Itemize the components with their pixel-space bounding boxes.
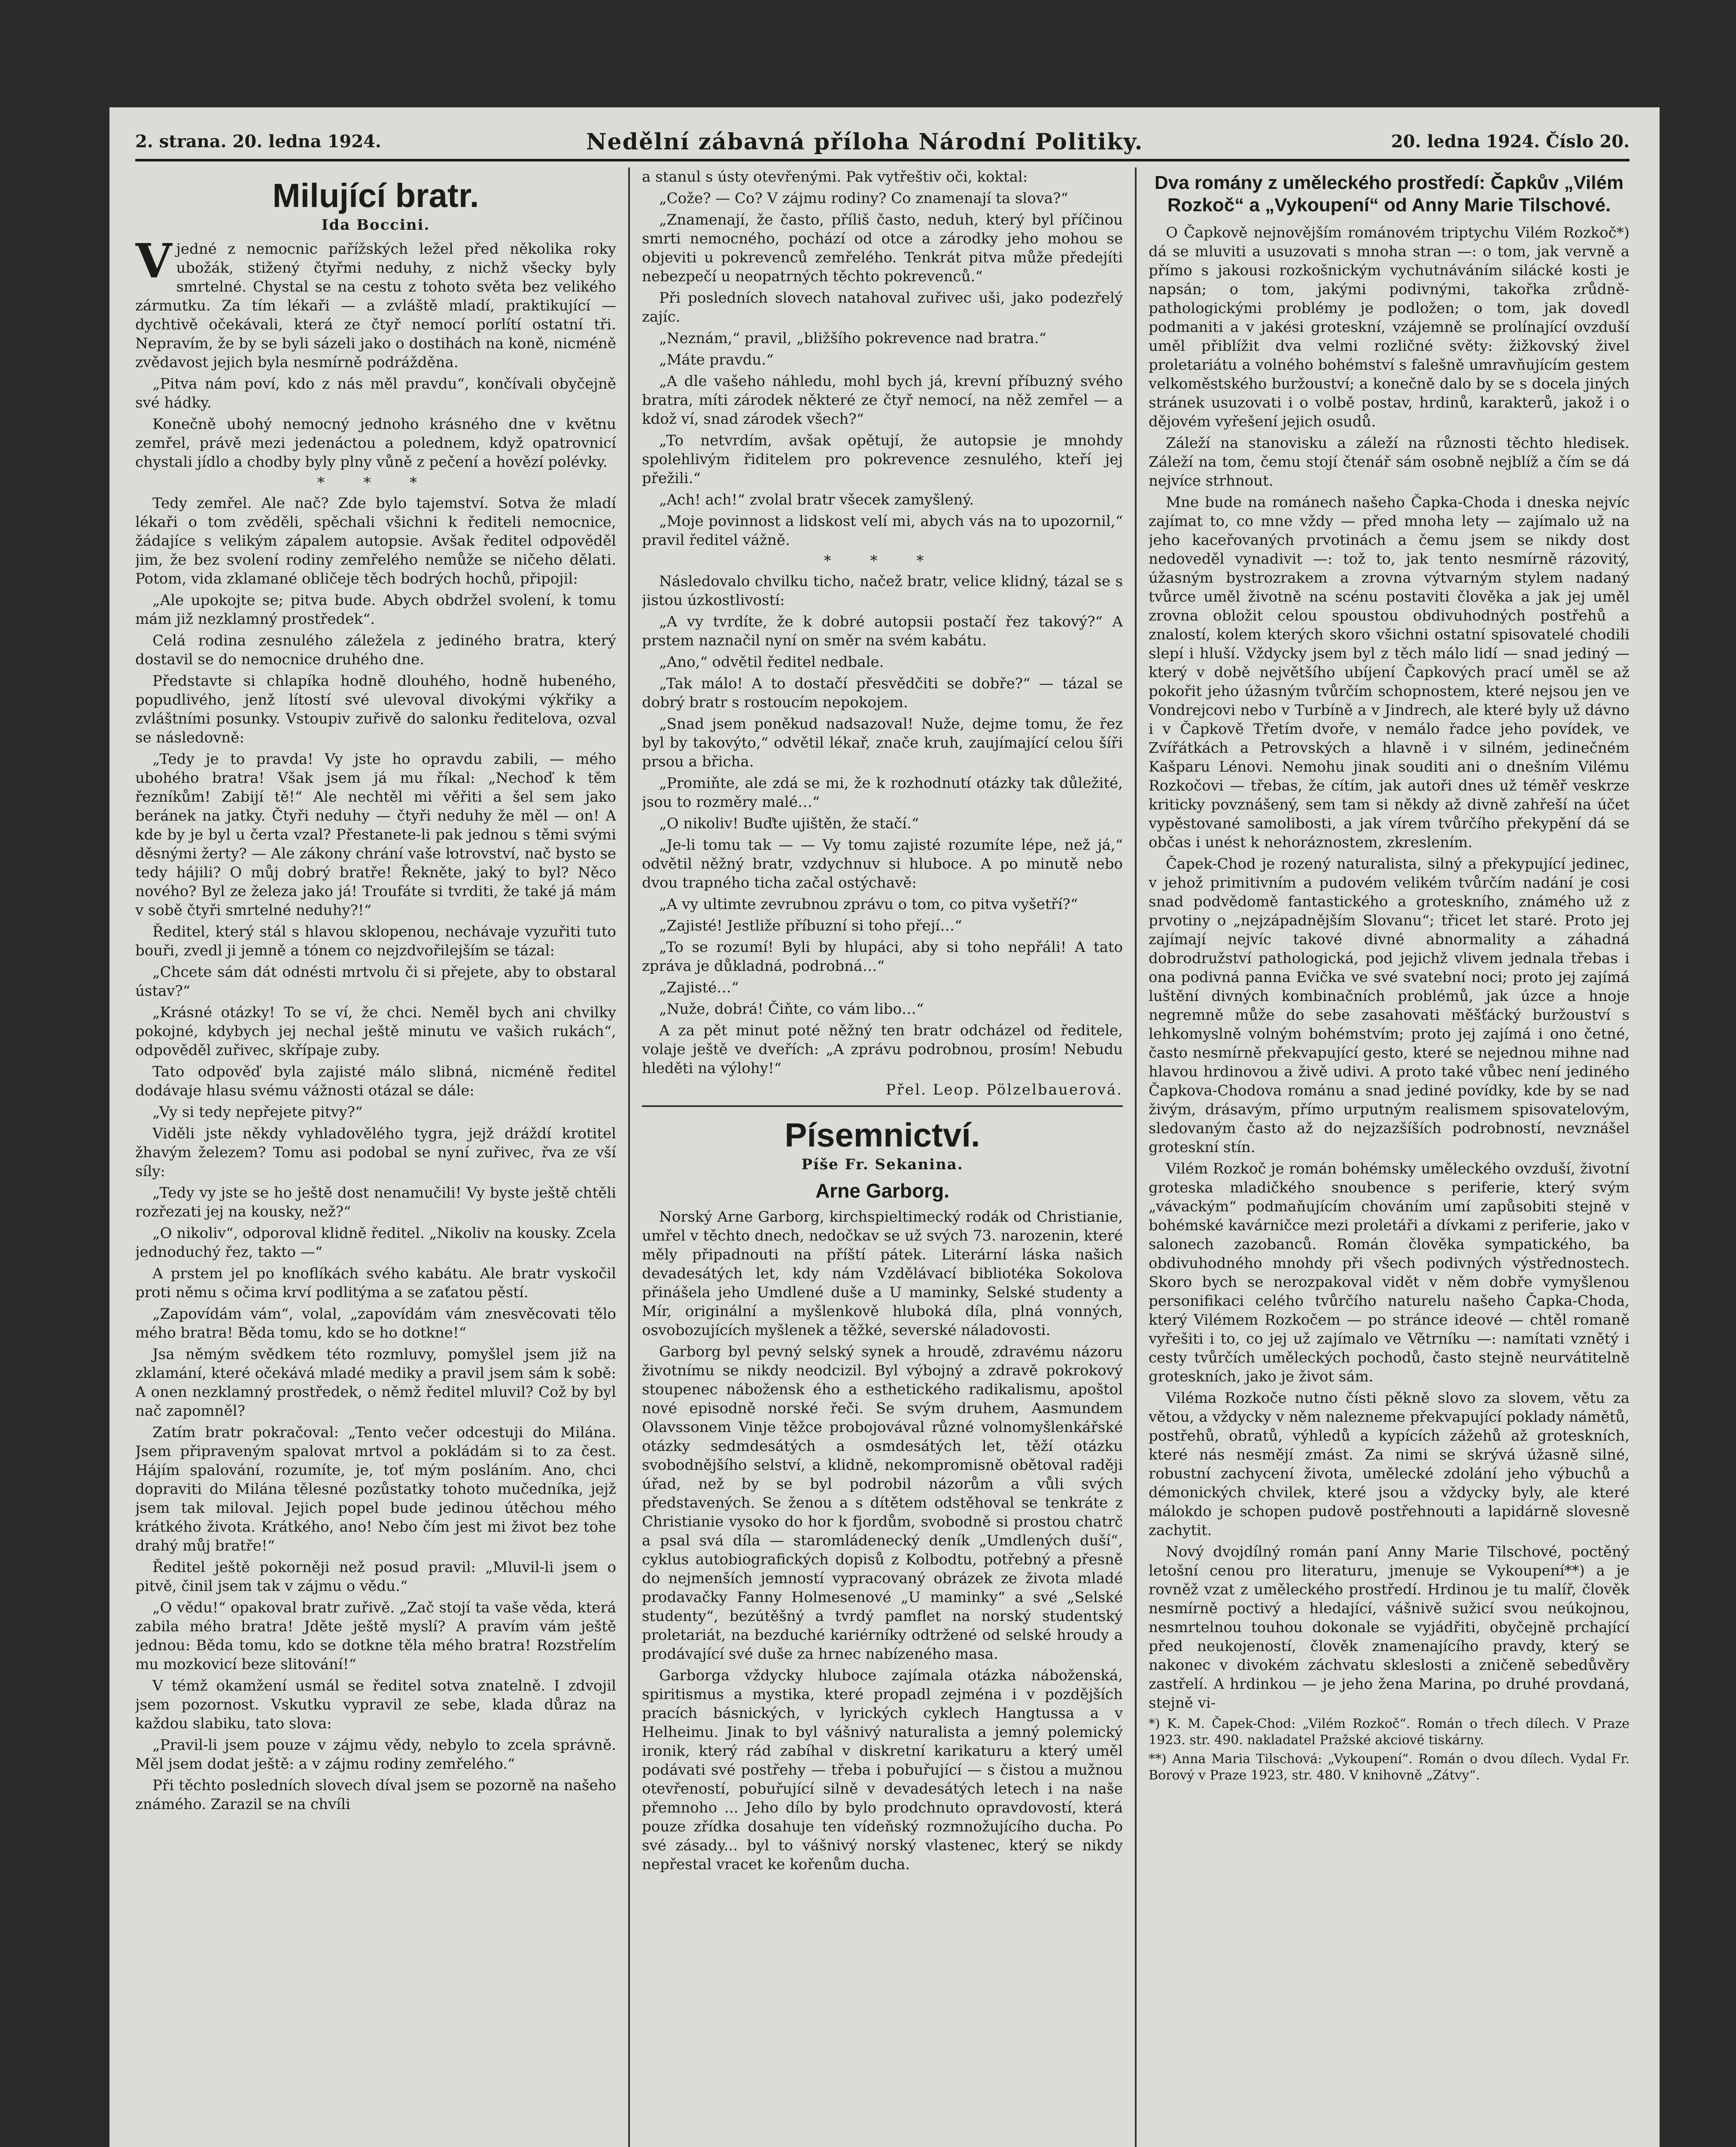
review-paragraph: Čapek-Chod je rozený naturalista, silný a překypující jedinec, v jehož primitivním a pudovém velikém tvůrčím nadání je cosi snad podvědomě fantastického a groteskního, známého už z prvotiny o „nejzápadnějším Slovanu“; třicet let staré. Proto jej zajímají nejvíc takové divné abnormality a záhadná dobrodružství pathologická, pod jejichž vlivem jednala třebas i ona podivná panna Evička ve své svatební noci; proto jej zajímá luštění divných kombinačních problémů, jak úzce a hnoje negremně může do sebe zasahovati měšťácký buržouství s lehkomyslně volným bohémstvím; proto jej zajímá i ono četné, často nesmírně překvapující gesto, které se nejednou mihne nad hlavou hrdinovou a živě udivi. A proto také vůbec není jediného Čapkova-Chodova románu a snad jediné povídky, kde by se nad živým, drásavým, přímo urputným realismem spisovatelovým, sledovaným často až do nejzazšíších podrobností, nevznášel groteskní stín. <box>1149 855 1630 1156</box>
header-right: 20. ledna 1924. Číslo 20. <box>1391 131 1630 152</box>
column-1 <box>135 167 616 2147</box>
review-paragraph: Viléma Rozkoče nutno čísti pěkně slovo za slovem, větu za větou, a vždycky v něm nalezneme překvapující poklady námětů, postřehů, obratů, výhledů a kypících zážehů až groteskních, které nás nesmějí zmást. Za nimi se skrývá úžasně silné, robustní zachycení života, umělecké zdolání jeho výbuchů a démonických chvilek, které jsou a vždycky byly, ale které málokdo je schopen pudově postřehnouti a lapidárně slovesně zachytit. <box>1149 1390 1630 1539</box>
story-paragraph: „Snad jsem poněkud nadsazoval! Nuže, dejme tomu, že řez byl by takovýto,“ odvětil lékař, znače kruh, zaujímající celou šíři prsou a břicha. <box>642 715 1123 770</box>
story-paragraph: Při těchto posledních slovech díval jsem se pozorně na našeho známého. Zarazil se na chvíli <box>135 1777 616 1813</box>
translator-signature: Přel. Leop. Pölzelbauerová. <box>885 1081 1123 1098</box>
story-paragraph: Vjedné z nemocnic pařížských ležel před několika roky ubožák, stižený čtyřmi neduhy, z nichž všecky byly smrtelné. Chystal se na cestu z tohoto světa bez velikého zármutku. Za tím lékaři — a zvláště mladí, praktikující — dychtivě očekávali, která ze čtyř nemocí porlítí ostatní tři. Nepravím, že by se byli sázeli jako o dostihách na koně, nicméně zvědavost jejich byla nesmírně podrážděna. <box>135 233 616 371</box>
story-paragraph: a stanul s ústy otevřenými. Pak vytřeštiv oči, koktal: <box>642 168 1028 186</box>
section-divider <box>642 1105 1123 1107</box>
story-paragraph: Celá rodina zesnulého záležela z jediného bratra, který dostavil se do nemocnice druhého dne. <box>135 632 616 668</box>
story-paragraph: A prstem jel po knoflíkách svého kabátu. Ale bratr vyskočil proti němu s očima krví podlitýma a se zaťatou pěstí. <box>135 1265 616 1301</box>
story-paragraph: „O nikoliv“, odporoval klidně ředitel. „Nikoliv na kousky. Zcela jednoduchý řez, takto —“ <box>135 1225 616 1261</box>
footnotes <box>1149 1716 1630 1784</box>
section-break-stars: * * * <box>824 552 941 569</box>
header-masthead: Nedělní zábavná příloha Národní Politiky. <box>586 129 1143 155</box>
review-paragraph: Nový dvojdílný román paní Anny Marie Tilschové, poctěný letošní cenou pro literaturu, jmenuje se Vykoupení**) a je rovněž vzat z uměleckého prostředí. Hrdinou je tu malíř, člověk nesmírně poctivý a hledající, vášnivě sužicí svou neúkojnou, nesmrtelnou touhou dokonale se vyjádřiti, obyčejně prchající před neukojeností, člověk znamenajícího pravdy, který se nakonec v divokém záchvatu skleslosti a zničeně sebedůvěry zastřelí. A hrdinkou — je jeho žena Marina, po druhé provdaná, stejně vi- <box>1149 1543 1630 1712</box>
story-paragraph: „Zajisté! Jestliže příbuzní si toho přejí…“ <box>659 917 962 934</box>
story-paragraph: Tato odpověď byla zajisté málo slibná, nicméně ředitel dodávaje hlasu svému vážnosti otázal se dále: <box>135 1063 616 1099</box>
page-header <box>135 129 1630 161</box>
story-paragraph: „Cože? — Co? V zájmu rodiny? Co znamenají ta slova?“ <box>659 190 1068 207</box>
story-paragraph: „Máte pravdu.“ <box>659 351 774 368</box>
story-paragraph: „Ano,“ odvětil ředitel nedbale. <box>659 654 884 671</box>
story-paragraph: „Neznám,“ pravil, „bližšího pokrevence nad bratra.“ <box>659 330 1047 347</box>
story-paragraph: Ředitel ještě pokorněji než posud pravil: „Mluvil-li jsem o pitvě, činil jsem tak v zájmu o vědu.“ <box>135 1559 616 1595</box>
story-paragraph: Zatím bratr pokračoval: „Tento večer odcestuji do Milána. Jsem připraveným spalovat mrtvol a pokládám si to za čest. Hájím spalování, rozumíte, je, toť mým posláním. Ano, chci dopraviti do Milána tělesné pozůstatky tohoto mučedníka, jejž jsem tak miloval. Jejich popel bude jedinou útěchou mého krátkého života. Krátkého, ano! Nebo čím jest mi život bez tohe drahý můj bratře!“ <box>135 1424 616 1554</box>
story-paragraph: „Zajisté…“ <box>659 979 739 996</box>
literature-paragraph: Garborga vždycky hluboce zajímala otázka náboženská, spiritismus a mystika, které propadl zejména i v pozdějších pracích básnických, v lyrických cyklech Hangtussa a v Helheimu. Jinak to byl vášnivý naturalista a jemný polemický ironik, který rád zabíhal v diskretní karikaturu a který uměl podávati své postřehy — třeba i pobuřující — s čistou a mužnou otevřeností, pobuřující silně v devadesátých letech i na naše přemnoho ... Jeho dílo by bylo prodchnuto opravdovostí, která pouze zřídka dosahuje ten vídeňský rozmnožujícího ducha. Po své zásady... byl to vášnivý norský vlastenec, který se nikdy nepřestal vracet ke kořenům ducha. <box>642 1667 1123 1873</box>
story-paragraph: Tedy zemřel. Ale nač? Zde bylo tajemství. Sotva že mladí lékaři o tom zvěděli, spěchali všichni k řediteli nemocnice, žádajíce s velikým zápalem autopsie. Avšak ředitel odpověděl jim, že bez svolení rodiny zemřelého nemůže se ničeho dělati. Potom, vida zklamané obličeje těch bodrých hochů, připojil: <box>135 495 616 587</box>
review-title: Dva romány z uměleckého prostředí: Čapkův „Vilém Rozkoč“ a „Vykoupení“ od Anny Marie Tilschové. <box>1154 172 1624 216</box>
story-paragraph: „Ale upokojte se; pitva bude. Abych obdržel svolení, k tomu mám již nezklamný prostředek“. <box>135 592 616 628</box>
story-paragraph: Konečně ubohý nemocný jednoho krásného dne v květnu zemřel, právě mezi jedenáctou a polednem, když opatrovnicí chystali jídlo a chodby byly plny vůně z pečení a hovězí polévky. <box>135 416 616 471</box>
story-paragraph: „Promiňte, ale zdá se mi, že k rozhodnutí otázky tak důležité, jsou to rozměry malé…“ <box>642 775 1123 811</box>
section-break-stars: * * * <box>317 474 435 491</box>
story-paragraph: „Nuže, dobrá! Čiňte, co vám libo…“ <box>659 1001 924 1018</box>
literature-paragraph: Garborg byl pevný selský synek a hroudě, zdravému názoru životnímu se nikdy neodcizil. Byl výbojný a zdravě pokrokový stoupenec nábožensk ého a esthetického radikalismu, apoštol nové episodně norské řeči. Se svým druhem, Aasmundem Olavssonem Vinje těžce probojovával různé volnomyšlenkářské otázky sedmdesátých a osmdesátých let, těží otázku svobodnějšího selství, a klidně, nekompromisně obětoval raději úřad, než by se byl podrobil názorům a vůli svých představených. Se ženou a s dítětem odstěhoval se tenkráte z Christianie vysoko do hor k fjordům, svobodně si prostou chatrč a psal svá díla — staromládenecký deník „Umdlených duší“, cyklus autobiografických dopisů z Kolbodtu, potřebný a přesně do nejmenších jemností vypracovaný obrázek ze života mladé prodavačky Fanny Holmesenové „U maminky“ a své „Selské studenty“, bezútěšný a tvrdý pamflet na norský studentský proletariát, na bezduché kariérníky odtržené od selské hroudy a prodávající své duše za hrnec nabízeného masa. <box>642 1343 1123 1663</box>
story-paragraph: „Je-li tomu tak — — Vy tomu zajisté rozumíte lépe, než já,“ odvětil něžný bratr, vzdychnuv si hluboce. A po minutě nebo dvou trapného ticha začal ostýchavě: <box>642 836 1123 891</box>
column-3 <box>1149 167 1630 2147</box>
story-paragraph: Představte si chlapíka hodně dlouhého, hodně hubeného, popudlivého, jenž lítostí své ulevoval divokými výkřiky a zvláštními posunky. Vstoupiv zuřivě do salonku ředitelova, ozval se následovně: <box>135 672 616 746</box>
story-paragraph: „Ach! ach!“ zvolal bratr všecek zamyšlený. <box>659 491 974 508</box>
review-paragraph: Vilém Rozkoč je román bohémsky uměleckého ovzduší, životní groteska mladičkého snoubence s periferie, který svým „vávackým“ podmaňujícím chováním umí zapůsobiti stejně v bohémské kavárničce mezi proletáři a dívkami z periferie, jako v salonech zazobanců. Román člověka sympatického, ba obdivuhodného mnohdy při všech podivných výstřednostech. Skoro bych se nerozpakoval vidět v něm dobře vymyšlenou personifikaci celého tvůrčího naturelu našeho Čapka-Choda, který Vilémem Rozkočem — po stránce ideové — chtěl romaně vyřešiti i to, co jej už zajímalo ve Větrníku —: namítati vznětý i cesty tvůrčích uměleckých pochodů, často stejně neurvátitelně groteskních, jako je život sám. <box>1149 1160 1630 1385</box>
story-paragraph: „A vy ultimte zevrubnou zprávu o tom, co pitva vyšetří?“ <box>659 896 1078 913</box>
story-paragraph: „Tak málo! A to dostačí přesvědčiti se dobře?“ — tázal se dobrý bratr s rostoucím nepokojem. <box>642 675 1123 711</box>
story-paragraph: „Tedy vy jste se ho ještě dost nenamučili! Vy byste ještě chtěli rozřezati jej na kousky, než?“ <box>135 1184 616 1220</box>
story-paragraph: V témž okamžení usmál se ředitel sotva znatelně. I zdvojil jsem pozornost. Vskutku vypravil ze sebe, klada důraz na každou slabiku, tato slova: <box>135 1677 616 1732</box>
story-paragraph: „Tedy je to pravda! Vy jste ho opravdu zabili, — mého ubohého bratra! Však jsem já mu říkal: „Nechoď k těm řezníkům! Zabijí tě!“ Ale nechtěl mi věřiti a šel sem jako beránek na jatky. Čtyři neduhy — čtyři neduhy že měl — on! A kde by je byl u čerta vzal? Přestanete-li pak jednou s těmi svými děsnými žerty? — Ale zákony chrání vaše ŀotrovství, nač bysto se tedy hájili? O můj dobrý bratře! Řekněte, jaký to byl? Něco nového? Byl ze železa jako já! Troufáte si tvrditi, že také já mám v sobě čtyři smrtelné neduhy?!“ <box>135 751 616 919</box>
literature-author: Píše Fr. Sekanina. <box>801 1156 964 1173</box>
literature-paragraph: Norský Arne Garborg, kirchspieltimecký rodák od Christianie, umřel v těchto dnech, nedočkav se už svých 73. narozenin, které měly připadnouti na příští pátek. Literární láska našich devadesátých let, kdy nám Vzdělávací bibliotéka Sokolova přinášela jeho Umdlené duše a U maminky, Selské studenty a Mír, originální a myšlenkově hluboká díla, plná vonných, osvobozujících myšlenek a těžké, severské náladovosti. <box>642 1208 1123 1339</box>
story-paragraph: „Vy si tedy nepřejete pitvy?“ <box>152 1104 363 1121</box>
story-paragraph: „To netvrdím, avšak opětují, že autopsie je mnohdy spolehlivým řiditelem pro pokrevence zesnulého, kteří jej přežili.“ <box>642 432 1123 487</box>
story-author: Ida Boccini. <box>321 216 430 234</box>
story-paragraph: „Moje povinnost a lidskost velí mi, abych vás na to upozornil,“ pravil ředitel vážně. <box>642 513 1123 549</box>
story-paragraph: „Znamenají, že často, příliš často, neduh, který byl příčinou smrti nemocného, pochází od otce a zárodky jeho mohou se objeviti u pokrevenců zemřelého. Tenkrát pitva může předejíti nebezpečí u neopatrných těchto pokrevenců.“ <box>642 211 1123 285</box>
literature-title: Písemnictví. <box>784 1116 980 1154</box>
column-divider <box>1135 167 1137 2147</box>
story-paragraph: „A vy tvrdíte, že k dobré autopsii postačí řez takový?“ A prstem naznačil nyní on směr na svém kabátu. <box>642 613 1123 649</box>
review-paragraph: Mne bude na románech našeho Čapka-Choda i dneska nejvíc zajímat to, co mne vždy — před mnoha lety — zajímalo už na jeho kaceřovaných prvotinách a čemu jsem se nikdy dost nedoveděl vynadivit —: tož to, jak tento nesmírně rázovitý, úžasným bystrozrakem a zrovna výtvarným stylem nadaný tvůrce uměl životně na scénu postaviti člověka a jak jej uměl zrovna obložit celou spoustou obdivuhodných postřehů a znalostí, kolem kterých skoro všichni ostatní spisovatelé chodili slepí i hluší. Vždycky jsem byl z těch málo lidí — snad jediný — který v době největšího ubíjení Čapkových prací uměl se až pokořit jeho úžasným tvůrčím schopnostem, které nejsou jen ve Vondrejcovi nebo v Turbíně a v Jindrech, ale které byly už dávno i v Čapkově Třetím dvoře, v nemálo řadce jeho povídek, ve Zvířátkách a Petrovských a hlavně i v silném, jedinečném Kašparu Lénovi. Nemohu jinak souditi ani o dnešním Vilému Rozkočovi — třebas, že cítím, jak autoři dnes už téměř veskrze kriticky povznášený, sem tam si někdy až divně zahřeší na účet vypěstované samolibosti, a jak vírem tvůrčího překypění dá se občas i unést k nehoráznostem, zkreslením. <box>1149 494 1630 851</box>
story-paragraph: Jsa němým svědkem této rozmluvy, pomyšlel jsem již na zklamání, které očekává mladé mediky a pravil jsem sám k sobě: A onen nezklamný prostředek, o němž ředitel mluvil? Což by byl nač zapomněl? <box>135 1346 616 1420</box>
story-paragraph: Ředitel, který stál s hlavou sklopenou, nechávaje vyzuřiti tuto bouři, zvedl ji jemně a tónem co nejzdvořilejším se tázal: <box>135 923 616 959</box>
story-title: Milující bratr. <box>272 176 479 214</box>
story-paragraph: Viděli jste někdy vyhladovělého tygra, jejž dráždí krotitel žhavým železem? Tomu asi podobal se nyní zuřivec, řva ze vší síly: <box>135 1125 616 1180</box>
story-paragraph: A za pět minut poté něžný ten bratr odcházel od ředitele, volaje ještě ve dveřích: „A zprávu podrobnou, prosím! Nebudu hleděti na výlohy!“ <box>642 1022 1123 1077</box>
footnote: *) K. M. Čapek-Chod: „Vilém Rozkoč“. Román o třech dílech. V Praze 1923. str. 490. nakladatel Pražské akciové tiskárny. <box>1149 1716 1630 1748</box>
story-paragraph: „To se rozumí! Byli by hlupáci, aby si toho nepřáli! A tato zpráva je důkladná, podrobná…“ <box>642 939 1123 975</box>
story-paragraph: „O vědu!“ opakoval bratr zuřivě. „Zač stojí ta vaše věda, která zabila mého bratra! Jděte ještě myslí? A pravím vám ještě jednou: Běda tomu, kdo se dotkne těla mého bratra! Rozstřelím mu mozkovicí beze slitování!“ <box>135 1599 616 1673</box>
newspaper-page <box>109 107 1660 2147</box>
column-divider <box>628 167 630 2147</box>
header-left: 2. strana. 20. ledna 1924. <box>135 131 381 152</box>
story-paragraph: Následovalo chvilku ticho, načež bratr, velice klidný, tázal se s jistou úzkostlivostí: <box>642 573 1123 609</box>
story-paragraph: „Pitva nám poví, kdo z nás měl pravdu“, končívali obyčejně své hádky. <box>135 375 616 411</box>
story-paragraph: „Zapovídám vám“, volal, „zapovídám vám znesvěcovati tělo mého bratra! Běda tomu, kdo se ho dotkne!“ <box>135 1305 616 1341</box>
story-paragraph: „Chcete sám dát odnésti mrtvolu či si přejete, aby to obstaral ústav?“ <box>135 964 616 1000</box>
story-paragraph: Při posledních slovech natahoval zuřivec uši, jako podezřelý zajíc. <box>642 289 1123 325</box>
review-paragraph: O Čapkově nejnovějším románovém triptychu Vilém Rozkoč*) dá se mluviti a usuzovati s mnoha stran —: o tom, jak vervně a přímo s jakousi rozkošnickým vychutnáváním silácké kosti je napsán; o tom, jakými podivnými, takořka zrůdně-pathologickými problémy je podložen; o tom, jak dovedl podmaniti a v jakési groteskní, vzájemně se prolínající ovzduší uměl přiblížit dva velmi rozličné světy: žižkovský živel proletariátu a volného bohémství s falešně umravňujícím gestem velkoměstského buržouství; a konečně dalo by se s docela jiných stránek usuzovati i o volbě postav, hrdinů, karakterů, jakož i o dějovém vyřešení jejich osudů. <box>1149 224 1630 430</box>
literature-subtitle: Arne Garborg. <box>815 1180 949 1202</box>
story-paragraph: „O nikoliv! Buďte ujištěn, že stačí.“ <box>659 815 919 832</box>
story-paragraph: „A dle vašeho náhledu, mohl bych já, krevní příbuzný svého bratra, míti zárodek některé ze čtyř nemocí, na něž zemřel — a kdož ví, snad zárodek všech?“ <box>642 373 1123 428</box>
footnote: **) Anna Maria Tilschová: „Vykoupení“. Román o dvou dílech. Vydal Fr. Borový v Praze 1923, str. 480. V knihovně „Zátvy“. <box>1149 1752 1630 1783</box>
column-2 <box>642 167 1123 2147</box>
review-paragraph: Záleží na stanovisku a záleží na různosti těchto hledisek. Záleží na tom, čemu stojí čtenář sám osobně nejblíž a čím se dá nejvíce strhnout. <box>1149 435 1630 490</box>
story-paragraph: „Krásné otázky! To se ví, že chci. Neměl bych ani chvilky pokojné, kdybych jej nechal ještě minutu ve vašich rukách“, odpověděl zuřivec, skřípaje zuby. <box>135 1004 616 1059</box>
drop-cap: V <box>135 233 172 289</box>
story-paragraph: „Pravil-li jsem pouze v zájmu vědy, nebylo to zcela správně. Měl jsem dodat ještě: a v zájmu rodiny zemřelého.“ <box>135 1736 616 1773</box>
